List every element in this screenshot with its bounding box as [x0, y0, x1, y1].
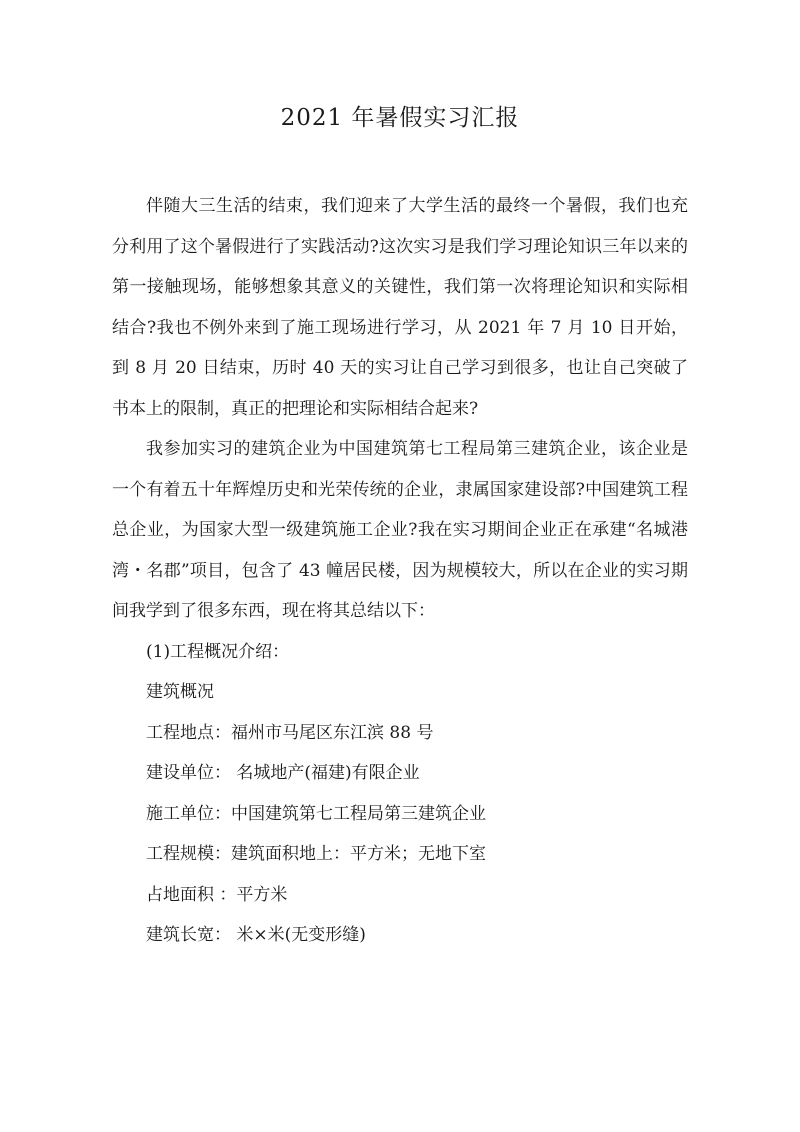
document-title: 2021 年暑假实习汇报: [280, 105, 520, 131]
document-body: [112, 186, 688, 956]
paragraph-company: 我参加实习的建筑企业为中国建筑第七工程局第三建筑企业，该企业是一个有着五十年辉煌历史和光荣传统的企业，隶属国家建设部?中国建筑工程总企业，为国家大型一级建筑施工企业?我在实习期间企业正在承建“名城港湾・名郡”项目，包含了 43 幢居民楼，因为规模较大，所以在企业的实习期间我学到了很多东西，现在将其总结以下：: [112, 439, 688, 621]
project-scale: 工程规模：建筑面积地上：平方米；无地下室: [146, 844, 486, 864]
project-location: 工程地点：福州市马尾区东江滨 88 号: [146, 722, 434, 743]
building-dimensions: 建筑长宽： 米×米(无变形缝): [146, 925, 366, 945]
section-heading-project-overview: (1)工程概况介绍：: [146, 641, 290, 662]
land-area: 占地面积 ：平方米: [146, 884, 288, 905]
paragraph-intro: 伴随大三生活的结束，我们迎来了大学生活的最终一个暑假，我们也充分利用了这个暑假进行了实践活动?这次实习是我们学习理论知识三年以来的第一接触现场，能够想象其意义的关键性，我们第一次将理论知识和实际相结合?我也不例外来到了施工现场进行学习，从 2021 年 7 月 10 日开始，到 8 月 20 日结束，历时 40 天的实习让自己学习到很多，也让自己突破了书本上的限制，真正的把理论和实际相结合起来?: [112, 196, 688, 419]
construction-owner: 建设单位： 名城地产(福建)有限企业: [146, 763, 420, 783]
subheading-building-overview: 建筑概况: [146, 682, 214, 702]
construction-contractor: 施工单位：中国建筑第七工程局第三建筑企业: [146, 803, 486, 824]
